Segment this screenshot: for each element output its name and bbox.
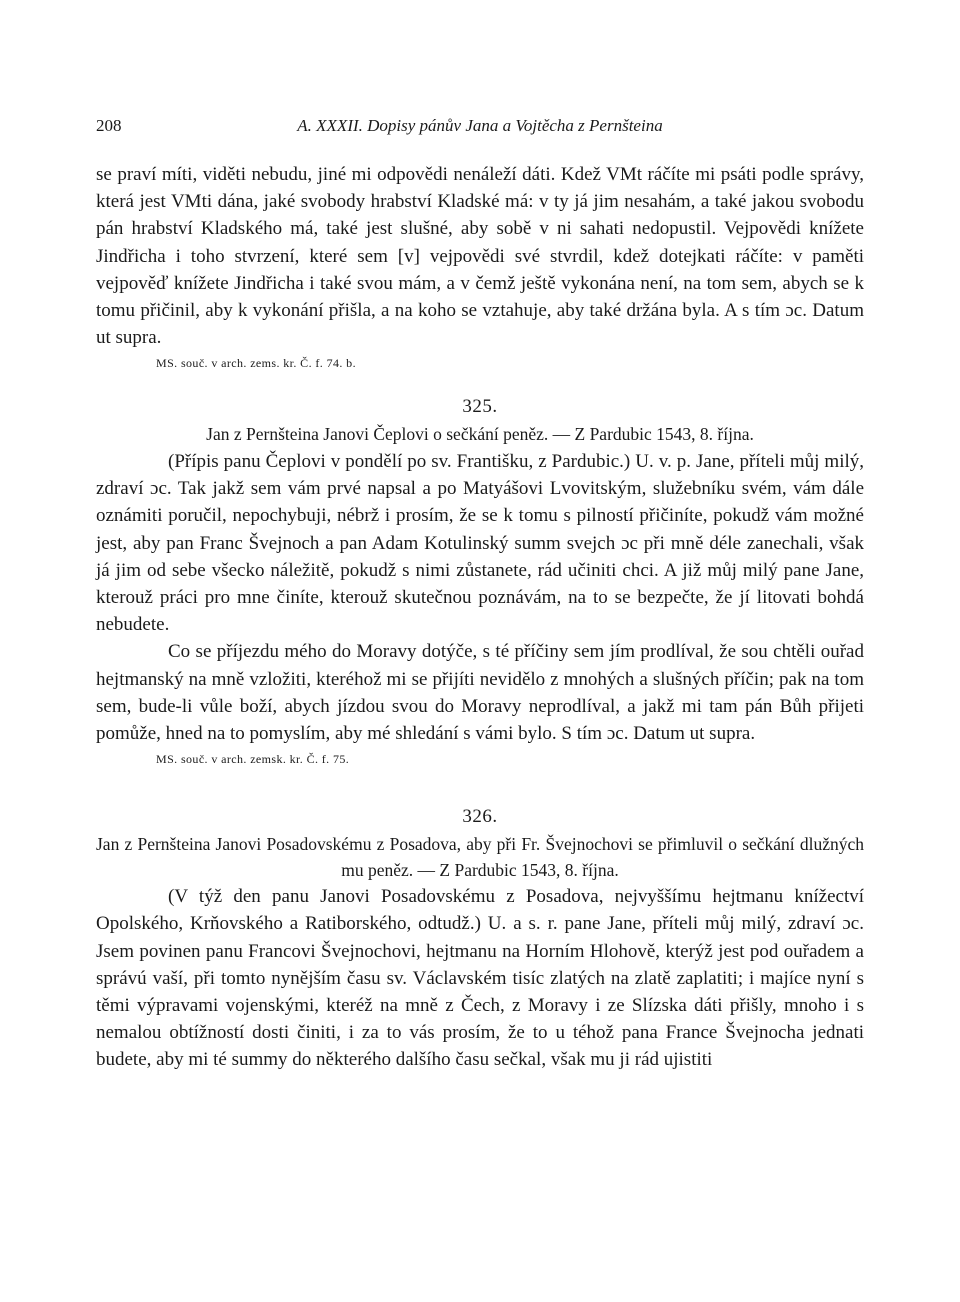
running-title: A. XXXII. Dopisy pánův Jana a Vojtěcha z Pernšteina: [297, 116, 663, 135]
book-page: [96, 116, 864, 1074]
document-number: 325.: [462, 396, 498, 418]
document-paragraph: (V týž den panu Janovi Posadovskému z Posadova, nejvyššímu hejtmanu knížectví Opolského, Krňovského a Ratiborského, odtudž.) U. a s. r. pane Jane, příteli můj milý, zdraví ɔc. Jsem povinen panu Francovi Švejnochovi, hejtmanu na Horním Hlohově, kterýž jest pod ouřadem a správú vaší, při tomto nynějším času sv. Václavském tisíc zlatých na zlatě zaplatiti; i majíce nyní s těmi výpravami vojenskými, kteréž na mně z Čech, z Moravy i ze Slízska dáti přišly, mnoho i s nemalou obtížností dosti činiti, i za to vás prosím, že to u téhož pana France Švejnocha jednati budete, aby mi té summy do některého dalšího času sečkal, však mu ji rád ujistiti: [96, 886, 864, 1071]
running-head: [96, 116, 864, 144]
document-number: 326.: [462, 806, 498, 828]
page-number: 208: [96, 116, 122, 135]
document-paragraph: (Přípis panu Čeplovi v pondělí po sv. Františku, z Pardubic.) U. v. p. Jane, příteli můj milý, zdraví ɔc. Tak jakž sem vám prvé napsal a po Matyášovi Lvovitským, služebníku svém, vám dále oznámiti poručil, nepochybuji, nébrž i prosím, že se k tomu s pilností přičiníte, pokudž vám možné jest, aby pan Franc Švejnoch a pan Adam Kotulinský summ svejch ɔc při mně déle zanechali, však já jim od sebe všecko náležitě, pokudž s nimi zůstanete, rád učiniti chci. A již můj milý pane Jane, kterouž práci pro mne činíte, kterouž skutečnou poznávám, na to se bezpečte, že jí litovati bohdá nebudete.: [96, 450, 864, 636]
source-note: MS. souč. v arch. zems. kr. Č. f. 74. b.: [156, 356, 356, 371]
document-paragraph: Co se příjezdu mého do Moravy dotýče, s té příčiny sem jím prodlíval, že sou chtěli ouřad hejtmanský na mně vzložiti, kteréhož mi se přijíti nevidělo z mnohých a slušných příčin; pak na tom sem, bude-li vůle boží, abych jízdou svou do Moravy neprodlíval, a jakž mi tam pán Bůh přijeti pomůže, hned na to pomyslím, aby mé shledání s vámi bylo. S tím ɔc. Datum ut supra.: [96, 641, 864, 744]
document-heading: Jan z Pernšteina Janovi Posadovskému z Posadova, aby při Fr. Švejnochovi se přimluvil o sečkání dlužných mu peněz. — Z Pardubic 1543, 8. října.: [96, 834, 864, 880]
document-heading: Jan z Pernšteina Janovi Čeplovi o sečkání peněz. — Z Pardubic 1543, 8. října.: [206, 424, 754, 445]
source-note: MS. souč. v arch. zemsk. kr. Č. f. 75.: [156, 752, 350, 767]
continuation-paragraph: se praví míti, viděti nebudu, jiné mi odpovědi nenáleží dáti. Kdež VMt ráčíte mi psáti podle správy, která jest VMti dána, jaké svobody hrabství Kladské má: v ty já jim nesahám, a také jakou svobodu pán hrabství Kladského má, také jest slušné, aby sobě v ni sahati nedopustil. Vejpovědi knížete Jindřicha i toho stvrzení, které sem [v] vejpovědi své stvrdil, kdež dotejkati ráčíte: v paměti vejpověď knížete Jindřicha i také svou mám, a v čemž ještě vykonána není, na tom sem, abych se k tomu přičinil, aby k vykonání přišla, a na koho se vztahuje, aby také držána byla. A s tím ɔc. Datum ut supra.: [96, 164, 864, 349]
